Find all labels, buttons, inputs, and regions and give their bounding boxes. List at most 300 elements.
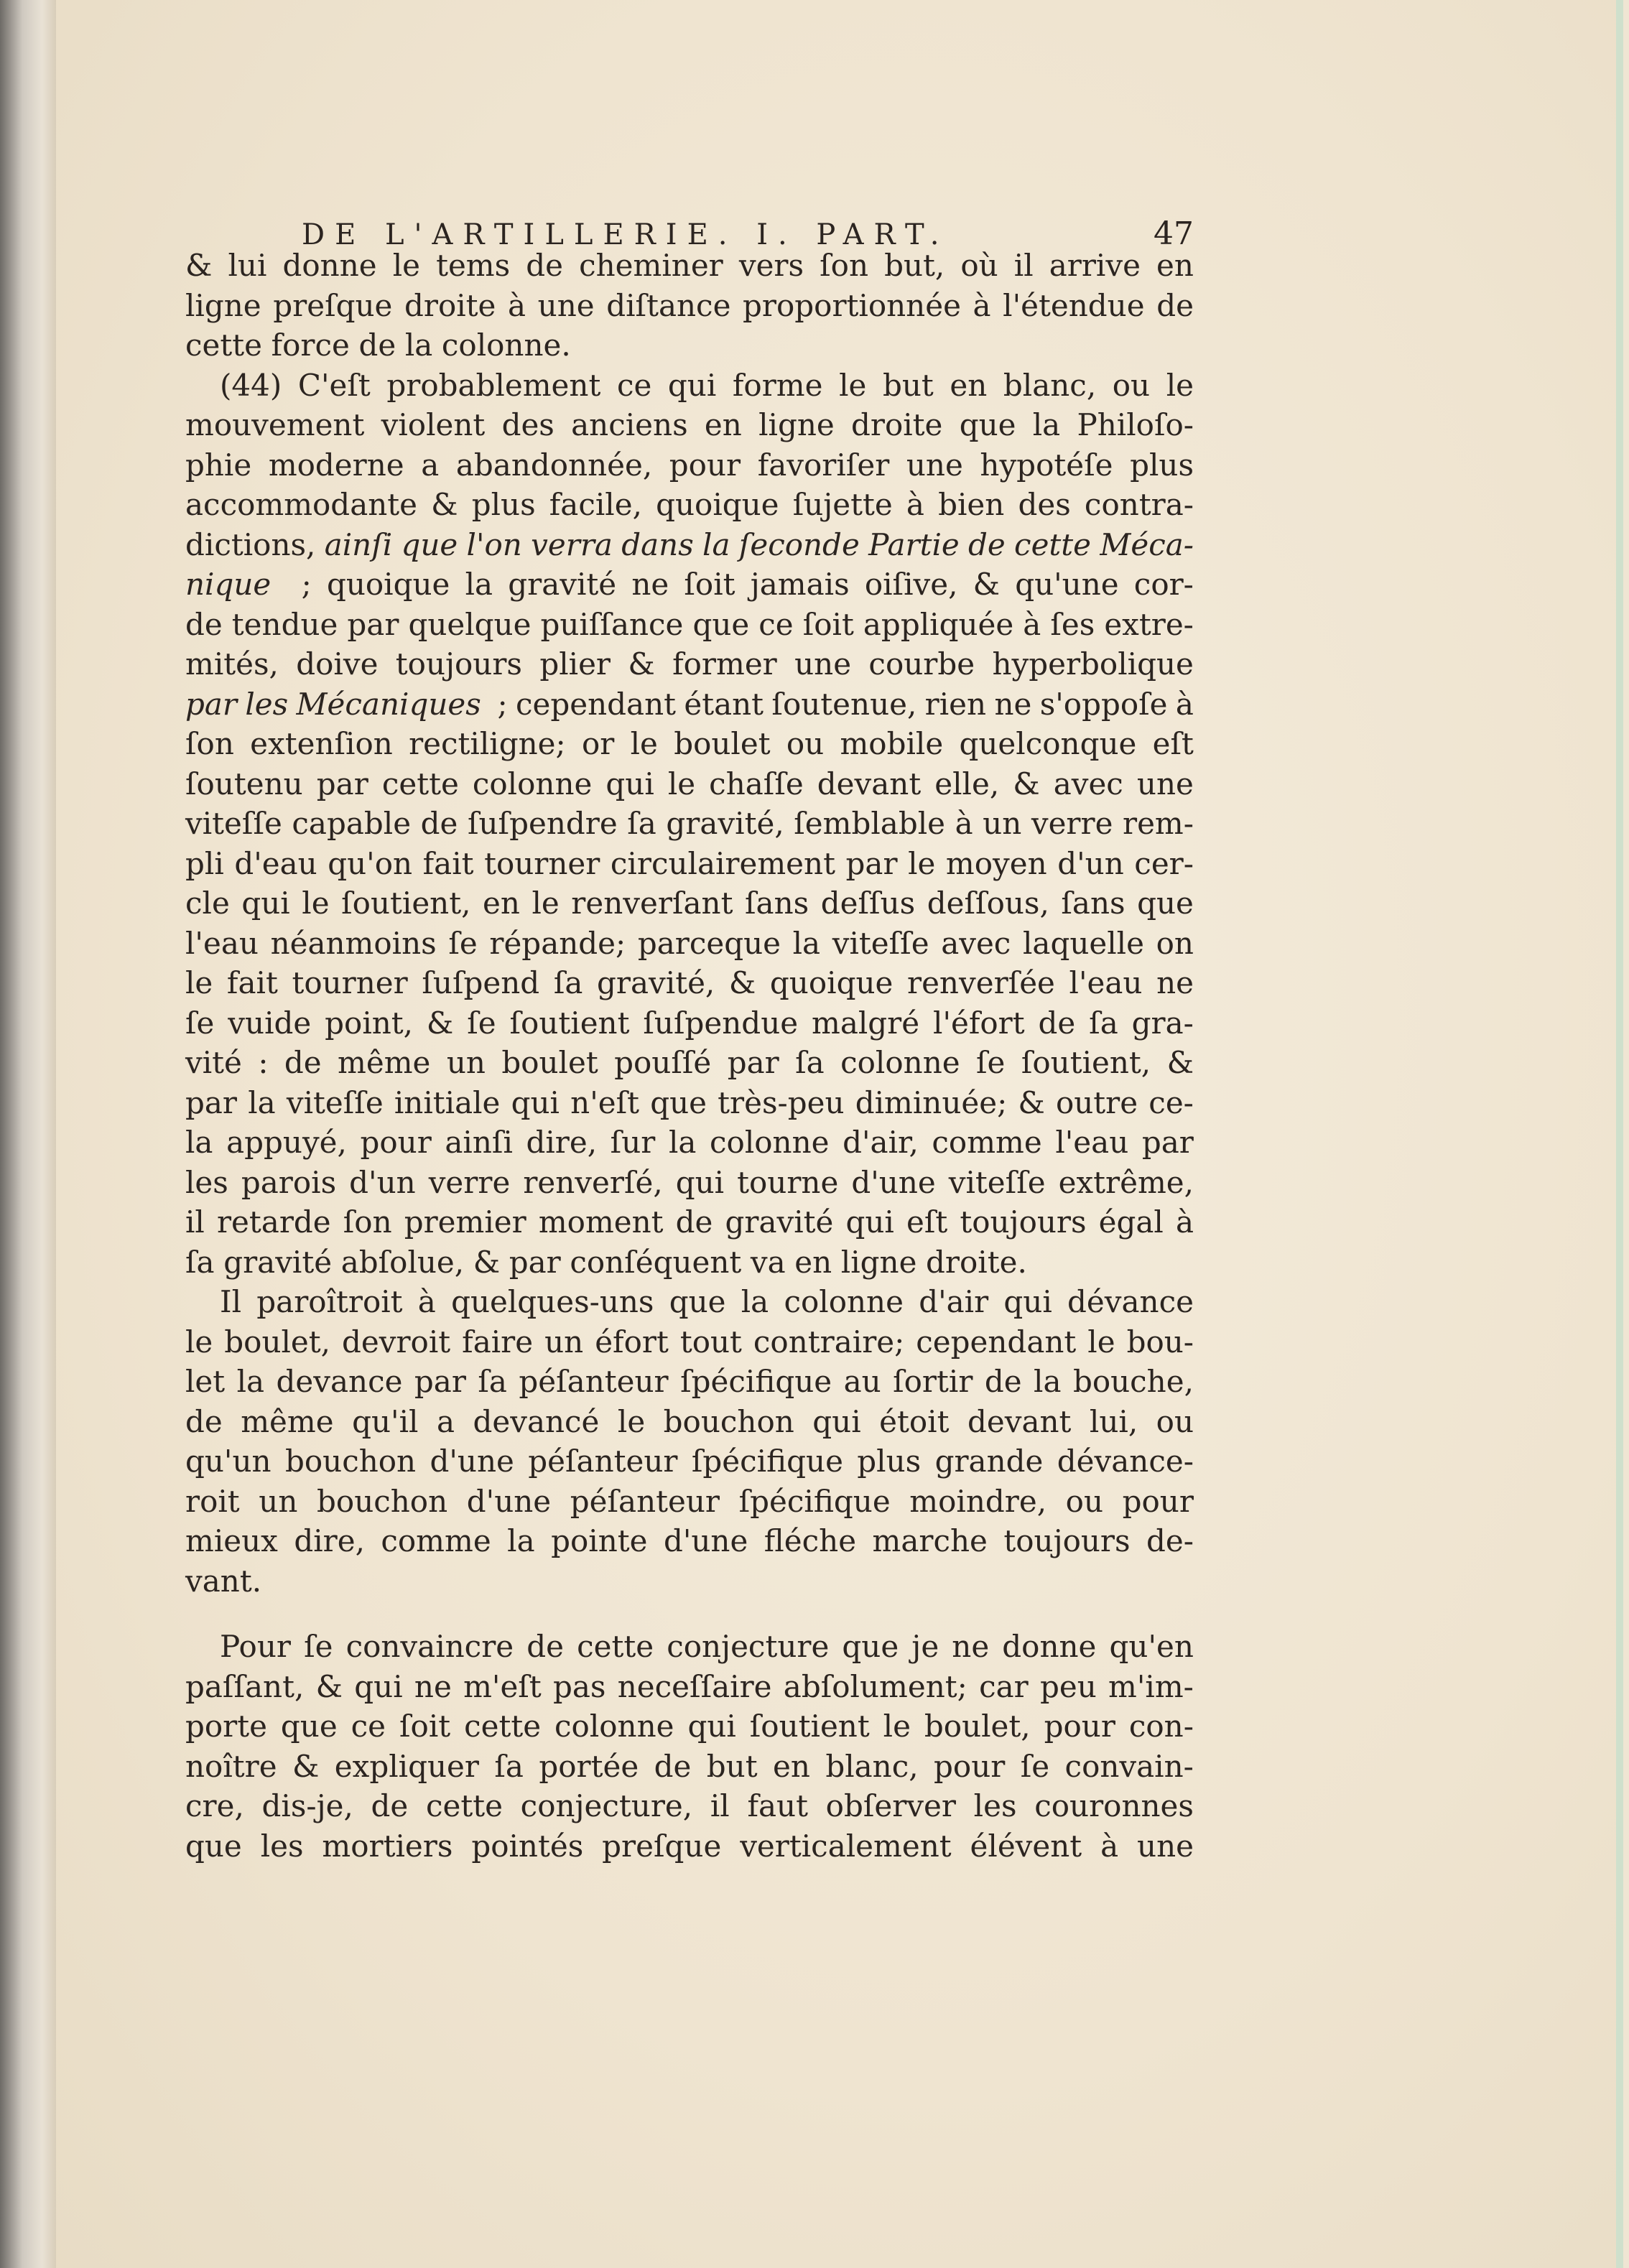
- word: ſon: [185, 726, 234, 761]
- word: une: [1137, 1828, 1194, 1864]
- word: que: [842, 1629, 899, 1664]
- word: à: [508, 287, 526, 323]
- italic-word: cette: [1014, 526, 1092, 562]
- italic-word: ſeconde: [738, 526, 860, 562]
- word: mobile: [840, 726, 944, 761]
- word: viteſſe: [286, 1084, 384, 1120]
- word: &: [185, 248, 213, 283]
- word: gravité: [725, 1204, 834, 1240]
- word: Philoſo-: [1077, 407, 1194, 442]
- text-line: [185, 564, 1194, 605]
- text-line: [185, 366, 1194, 406]
- word: verticalement: [740, 1828, 952, 1864]
- word: doive: [296, 646, 379, 682]
- word: ſe: [1020, 1748, 1050, 1784]
- word: moyen: [945, 845, 1047, 881]
- word: très-peu: [718, 1084, 845, 1120]
- word: avec: [941, 925, 1011, 961]
- word: anciens: [571, 407, 688, 442]
- word: rem-: [1123, 806, 1194, 841]
- word: en: [773, 1748, 810, 1784]
- word: &: [292, 1748, 320, 1784]
- word: pour: [1044, 1709, 1115, 1744]
- word: qu'on: [328, 845, 413, 881]
- text-line: [185, 1202, 1194, 1242]
- word: gravité: [223, 1244, 333, 1280]
- word: pointe: [551, 1523, 648, 1558]
- text-line: [185, 1706, 1194, 1747]
- word: ne: [1156, 965, 1194, 1000]
- word: mieux: [185, 1523, 278, 1558]
- word: où: [960, 248, 998, 283]
- word: que: [669, 1284, 726, 1319]
- word: que: [692, 606, 750, 642]
- word: un: [259, 1483, 298, 1519]
- word: vuide: [228, 1005, 312, 1041]
- word: l'eau: [1055, 1125, 1129, 1160]
- word: une: [1136, 766, 1194, 801]
- word: à: [1175, 686, 1194, 722]
- page-number: 47: [1154, 215, 1194, 252]
- text-line: [185, 1826, 1194, 1867]
- word: péſanteur: [570, 1483, 720, 1519]
- word: l'eau: [1069, 965, 1143, 1000]
- word: la: [792, 925, 821, 961]
- text-line: [185, 924, 1194, 964]
- word: tourner: [292, 965, 408, 1000]
- word: arrive: [1049, 248, 1141, 283]
- italic-word: par: [185, 686, 238, 722]
- word: dire,: [526, 1125, 598, 1160]
- word: parceque: [637, 925, 781, 961]
- word: la: [1032, 407, 1061, 442]
- word: ſans: [1061, 886, 1126, 921]
- word: ſoutient,: [341, 886, 471, 921]
- word: par: [316, 766, 368, 801]
- word: conjecture,: [520, 1788, 693, 1823]
- page-edge: [1616, 0, 1623, 2268]
- word: ſa: [1089, 1005, 1118, 1041]
- word: ſujette: [792, 487, 893, 522]
- word: Pour: [220, 1629, 291, 1664]
- word: comme: [932, 1125, 1042, 1160]
- word: de: [654, 1748, 692, 1784]
- word: moindre,: [909, 1483, 1047, 1519]
- word: ce: [616, 367, 652, 403]
- word: pour: [669, 447, 741, 483]
- word: par: [414, 1364, 466, 1399]
- word: ſa: [553, 965, 583, 1000]
- word: d'un: [349, 1164, 416, 1200]
- word: ſon: [343, 1204, 392, 1240]
- word: favoriſer: [757, 447, 890, 483]
- word: ligne: [840, 1244, 917, 1280]
- word: cependant: [916, 1324, 1077, 1360]
- word: ſa: [494, 1748, 524, 1784]
- word: vers: [738, 248, 804, 283]
- italic-word: les: [245, 686, 289, 722]
- word: fait: [422, 845, 474, 881]
- word: couronnes: [1034, 1788, 1194, 1823]
- word: moderne: [268, 447, 404, 483]
- word: le: [302, 886, 330, 921]
- text-line: [185, 1747, 1194, 1787]
- text-line: [185, 1163, 1194, 1203]
- word: &: [1013, 766, 1040, 801]
- word: verre: [1031, 806, 1113, 841]
- text-line: [185, 1561, 1194, 1602]
- word: ſa: [795, 1045, 825, 1080]
- word: le: [532, 886, 560, 921]
- word: de: [185, 606, 223, 642]
- word: le: [630, 726, 658, 761]
- word: courbe: [868, 646, 975, 682]
- word: à: [1023, 606, 1041, 642]
- word: dévance-: [1057, 1444, 1194, 1479]
- word: par: [727, 1045, 779, 1080]
- word: m'eſt: [463, 1668, 542, 1704]
- word: une: [906, 447, 963, 483]
- word: ou: [1156, 1403, 1194, 1439]
- book-spine: [0, 0, 56, 2268]
- word: :: [258, 1045, 269, 1080]
- word: cette: [381, 766, 459, 801]
- word: comme: [381, 1523, 491, 1558]
- word: ſa: [627, 806, 656, 841]
- word: eſt: [1152, 726, 1194, 761]
- word: tems: [436, 248, 511, 283]
- text-line: [185, 445, 1194, 485]
- word: qui: [845, 1204, 894, 1240]
- word: dis-je,: [261, 1788, 353, 1823]
- word: d'une: [466, 1483, 552, 1519]
- word: de: [284, 1045, 322, 1080]
- word: de: [526, 248, 564, 283]
- word: former: [672, 646, 777, 682]
- word: ſes: [1050, 606, 1095, 642]
- word: quoique: [769, 965, 894, 1000]
- word: &: [315, 1668, 343, 1704]
- word: des: [501, 407, 554, 442]
- word: devancé: [473, 1403, 600, 1439]
- word: preſque: [602, 1828, 722, 1864]
- text-line: [185, 764, 1194, 804]
- word: dévance: [1067, 1284, 1194, 1319]
- word: ſe: [976, 1045, 1006, 1080]
- text-line: [185, 1482, 1194, 1522]
- word: ne: [631, 567, 669, 602]
- word: le: [185, 1324, 213, 1360]
- word: m'im-: [1108, 1668, 1194, 1704]
- word: droite: [404, 287, 496, 323]
- word: une: [794, 646, 852, 682]
- word: ou: [1065, 1483, 1103, 1519]
- word: outre: [1055, 1084, 1138, 1120]
- word: laquelle: [1022, 925, 1144, 961]
- word: la: [465, 567, 493, 602]
- word: boulet: [674, 726, 771, 761]
- word: quelconque: [959, 726, 1137, 761]
- word: bouchon: [284, 1444, 417, 1479]
- word: il: [1013, 248, 1034, 283]
- word: paroîtroit: [256, 1284, 403, 1319]
- word: ſon: [820, 248, 869, 283]
- word: conſéquent: [570, 1244, 742, 1280]
- word: ;: [301, 567, 312, 602]
- word: par: [1141, 1125, 1194, 1160]
- word: ſuſpendue: [643, 1005, 799, 1041]
- word: diminuée;: [855, 1084, 1008, 1120]
- word: le: [908, 845, 936, 881]
- word: qui: [1003, 1284, 1052, 1319]
- word: d'une: [430, 1444, 514, 1479]
- word: conjecture: [667, 1629, 830, 1664]
- word: qu'un: [185, 1444, 272, 1479]
- word: cette: [185, 327, 262, 363]
- word: droite: [851, 407, 943, 442]
- italic-word: ainſi: [324, 526, 393, 562]
- word: un: [446, 1045, 486, 1080]
- word: ſemblable: [794, 806, 945, 841]
- text-line: [185, 724, 1194, 764]
- word: preſque: [273, 287, 393, 323]
- word: tendue: [231, 606, 338, 642]
- word: plus: [857, 1444, 922, 1479]
- body-text: [185, 246, 1194, 1866]
- word: à: [906, 487, 924, 522]
- word: abſolument;: [783, 1668, 967, 1704]
- word: ſoit: [399, 1709, 451, 1744]
- word: jamais: [750, 567, 850, 602]
- word: pli: [185, 845, 224, 881]
- word: ce: [758, 606, 794, 642]
- word: marche: [872, 1523, 988, 1558]
- word: contra-: [1084, 487, 1194, 522]
- word: hypotéſe: [980, 447, 1113, 483]
- word: que: [1137, 886, 1194, 921]
- word: force: [271, 327, 350, 363]
- text-line: [185, 883, 1194, 924]
- word: d'air,: [843, 1125, 919, 1160]
- word: ou: [786, 726, 825, 761]
- word: toujours: [395, 646, 522, 682]
- word: ſpécifique: [680, 1364, 832, 1399]
- word: convaincre: [345, 1629, 514, 1664]
- word: péſanteur: [528, 1444, 678, 1479]
- word: mités,: [185, 646, 279, 682]
- word: le: [1166, 367, 1194, 403]
- word: de: [371, 1788, 409, 1823]
- word: ſuſpend: [422, 965, 540, 1000]
- word: peu: [1039, 1668, 1097, 1704]
- word: rien: [924, 686, 987, 722]
- word: la: [507, 1523, 535, 1558]
- word: &: [473, 1244, 501, 1280]
- word: l'étendue: [1003, 287, 1145, 323]
- word: colonne: [710, 1125, 830, 1160]
- text-line: [185, 1123, 1194, 1163]
- word: à: [1175, 1204, 1194, 1240]
- word: de: [1038, 1005, 1076, 1041]
- word: paſſant,: [185, 1668, 305, 1704]
- word: dictions,: [185, 526, 316, 562]
- word: devant: [817, 766, 922, 801]
- word: con-: [1128, 1709, 1194, 1744]
- word: ſoutient,: [1021, 1045, 1151, 1080]
- word: bouchon: [317, 1483, 448, 1519]
- word: boulet,: [224, 1324, 331, 1360]
- word: ce-: [1148, 1084, 1194, 1120]
- word: qui: [354, 1668, 403, 1704]
- word: pour: [1122, 1483, 1194, 1519]
- text-line: [185, 1667, 1194, 1707]
- word: ſoutient: [509, 1005, 630, 1041]
- word: abſolue,: [340, 1244, 465, 1280]
- word: &: [728, 965, 756, 1000]
- word: blanc,: [825, 1748, 919, 1784]
- text-line: [185, 1282, 1194, 1322]
- word: puiſſance: [540, 606, 684, 642]
- word: tourner: [484, 845, 600, 881]
- word: de: [420, 806, 458, 841]
- word: d'eau: [234, 845, 317, 881]
- word: le: [185, 965, 213, 1000]
- text-line: [185, 246, 1194, 286]
- word: pour: [360, 1125, 432, 1160]
- word: gra-: [1131, 1005, 1194, 1041]
- word: Il: [220, 1284, 242, 1319]
- word: noître: [185, 1748, 277, 1784]
- word: chaſſe: [709, 766, 804, 801]
- word: par: [185, 1084, 238, 1120]
- text-line: [185, 1786, 1194, 1826]
- word: pour: [934, 1748, 1006, 1784]
- text-line: [185, 684, 1194, 725]
- word: colonne: [554, 1709, 674, 1744]
- word: mouvement: [185, 407, 365, 442]
- word: plier: [539, 646, 611, 682]
- word: que: [185, 1828, 242, 1864]
- italic-word: de: [968, 526, 1006, 562]
- word: ſoit: [684, 567, 735, 602]
- word: en: [794, 1244, 832, 1280]
- word: la: [741, 1284, 769, 1319]
- italic-word: nique: [185, 567, 272, 602]
- word: la: [404, 327, 433, 363]
- word: extenſion: [250, 726, 393, 761]
- word: gravité: [508, 567, 617, 602]
- word: s'oppoſe: [1039, 686, 1168, 722]
- word: dire,: [294, 1523, 365, 1558]
- word: donne: [282, 248, 377, 283]
- word: ou: [1112, 367, 1151, 403]
- word: ne: [994, 686, 1032, 722]
- word: moment: [538, 1204, 664, 1240]
- text-line: [185, 1627, 1194, 1667]
- word: retarde: [216, 1204, 331, 1240]
- word: élévent: [970, 1828, 1082, 1864]
- word: ce: [351, 1709, 386, 1744]
- word: en: [704, 407, 742, 442]
- word: ainſi: [445, 1125, 513, 1160]
- word: faire: [462, 1324, 534, 1360]
- word: quelques-uns: [451, 1284, 654, 1319]
- word: car: [979, 1668, 1029, 1704]
- word: ſoutenu: [185, 766, 303, 801]
- word: bien: [938, 487, 1005, 522]
- word: par: [845, 845, 898, 881]
- word: quelque: [408, 606, 532, 642]
- word: répande;: [489, 925, 626, 961]
- word: toujours: [1003, 1523, 1131, 1558]
- word: fait: [226, 965, 278, 1000]
- word: C'eſt: [297, 367, 371, 403]
- word: facile,: [549, 487, 642, 522]
- word: le: [617, 1403, 646, 1439]
- italic-word: Mécaniques: [296, 686, 481, 722]
- word: même: [241, 1403, 334, 1439]
- word: &: [1018, 1084, 1045, 1120]
- word: cor-: [1133, 567, 1194, 602]
- word: lui: [228, 248, 267, 283]
- word: l'éfort: [933, 1005, 1025, 1041]
- word: qu'en: [1109, 1629, 1194, 1664]
- text-line: [185, 525, 1194, 565]
- word: ſe: [467, 1005, 496, 1041]
- word: cle: [185, 886, 230, 921]
- word: donne: [1002, 1629, 1097, 1664]
- word: cette: [425, 1788, 503, 1823]
- word: par: [509, 1244, 561, 1280]
- word: de-: [1146, 1523, 1194, 1558]
- word: la: [185, 1125, 213, 1160]
- word: renverſée: [907, 965, 1055, 1000]
- word: à: [955, 806, 973, 841]
- word: porte: [185, 1709, 267, 1744]
- word: au: [843, 1364, 881, 1399]
- text-line: [185, 1003, 1194, 1044]
- word: par: [347, 606, 399, 642]
- word: abandonnée,: [455, 447, 653, 483]
- word: un: [544, 1324, 584, 1360]
- word: a: [436, 1403, 455, 1439]
- word: forme: [732, 367, 823, 403]
- word: ſpécifique: [691, 1444, 843, 1479]
- word: pouſſé: [614, 1045, 712, 1080]
- word: cre,: [185, 1788, 244, 1823]
- word: le: [667, 766, 696, 801]
- word: blanc,: [1003, 367, 1097, 403]
- word: appliquée: [863, 606, 1014, 642]
- word: bouche,: [1072, 1364, 1194, 1399]
- word: circulairement: [610, 845, 835, 881]
- word: gravité,: [597, 965, 715, 1000]
- word: eſt: [906, 1204, 948, 1240]
- word: qui: [675, 1164, 725, 1200]
- word: vant.: [185, 1563, 262, 1599]
- word: devant: [967, 1403, 1072, 1439]
- word: oiſive,: [864, 567, 958, 602]
- word: l'eau: [185, 925, 259, 961]
- word: plus: [1130, 447, 1194, 483]
- word: cette: [464, 1709, 542, 1744]
- word: la: [668, 1125, 697, 1160]
- text-line: [185, 1441, 1194, 1482]
- word: de: [1156, 287, 1194, 323]
- word: ſa: [478, 1364, 507, 1399]
- word: extre-: [1104, 606, 1194, 642]
- text-line: [185, 405, 1194, 445]
